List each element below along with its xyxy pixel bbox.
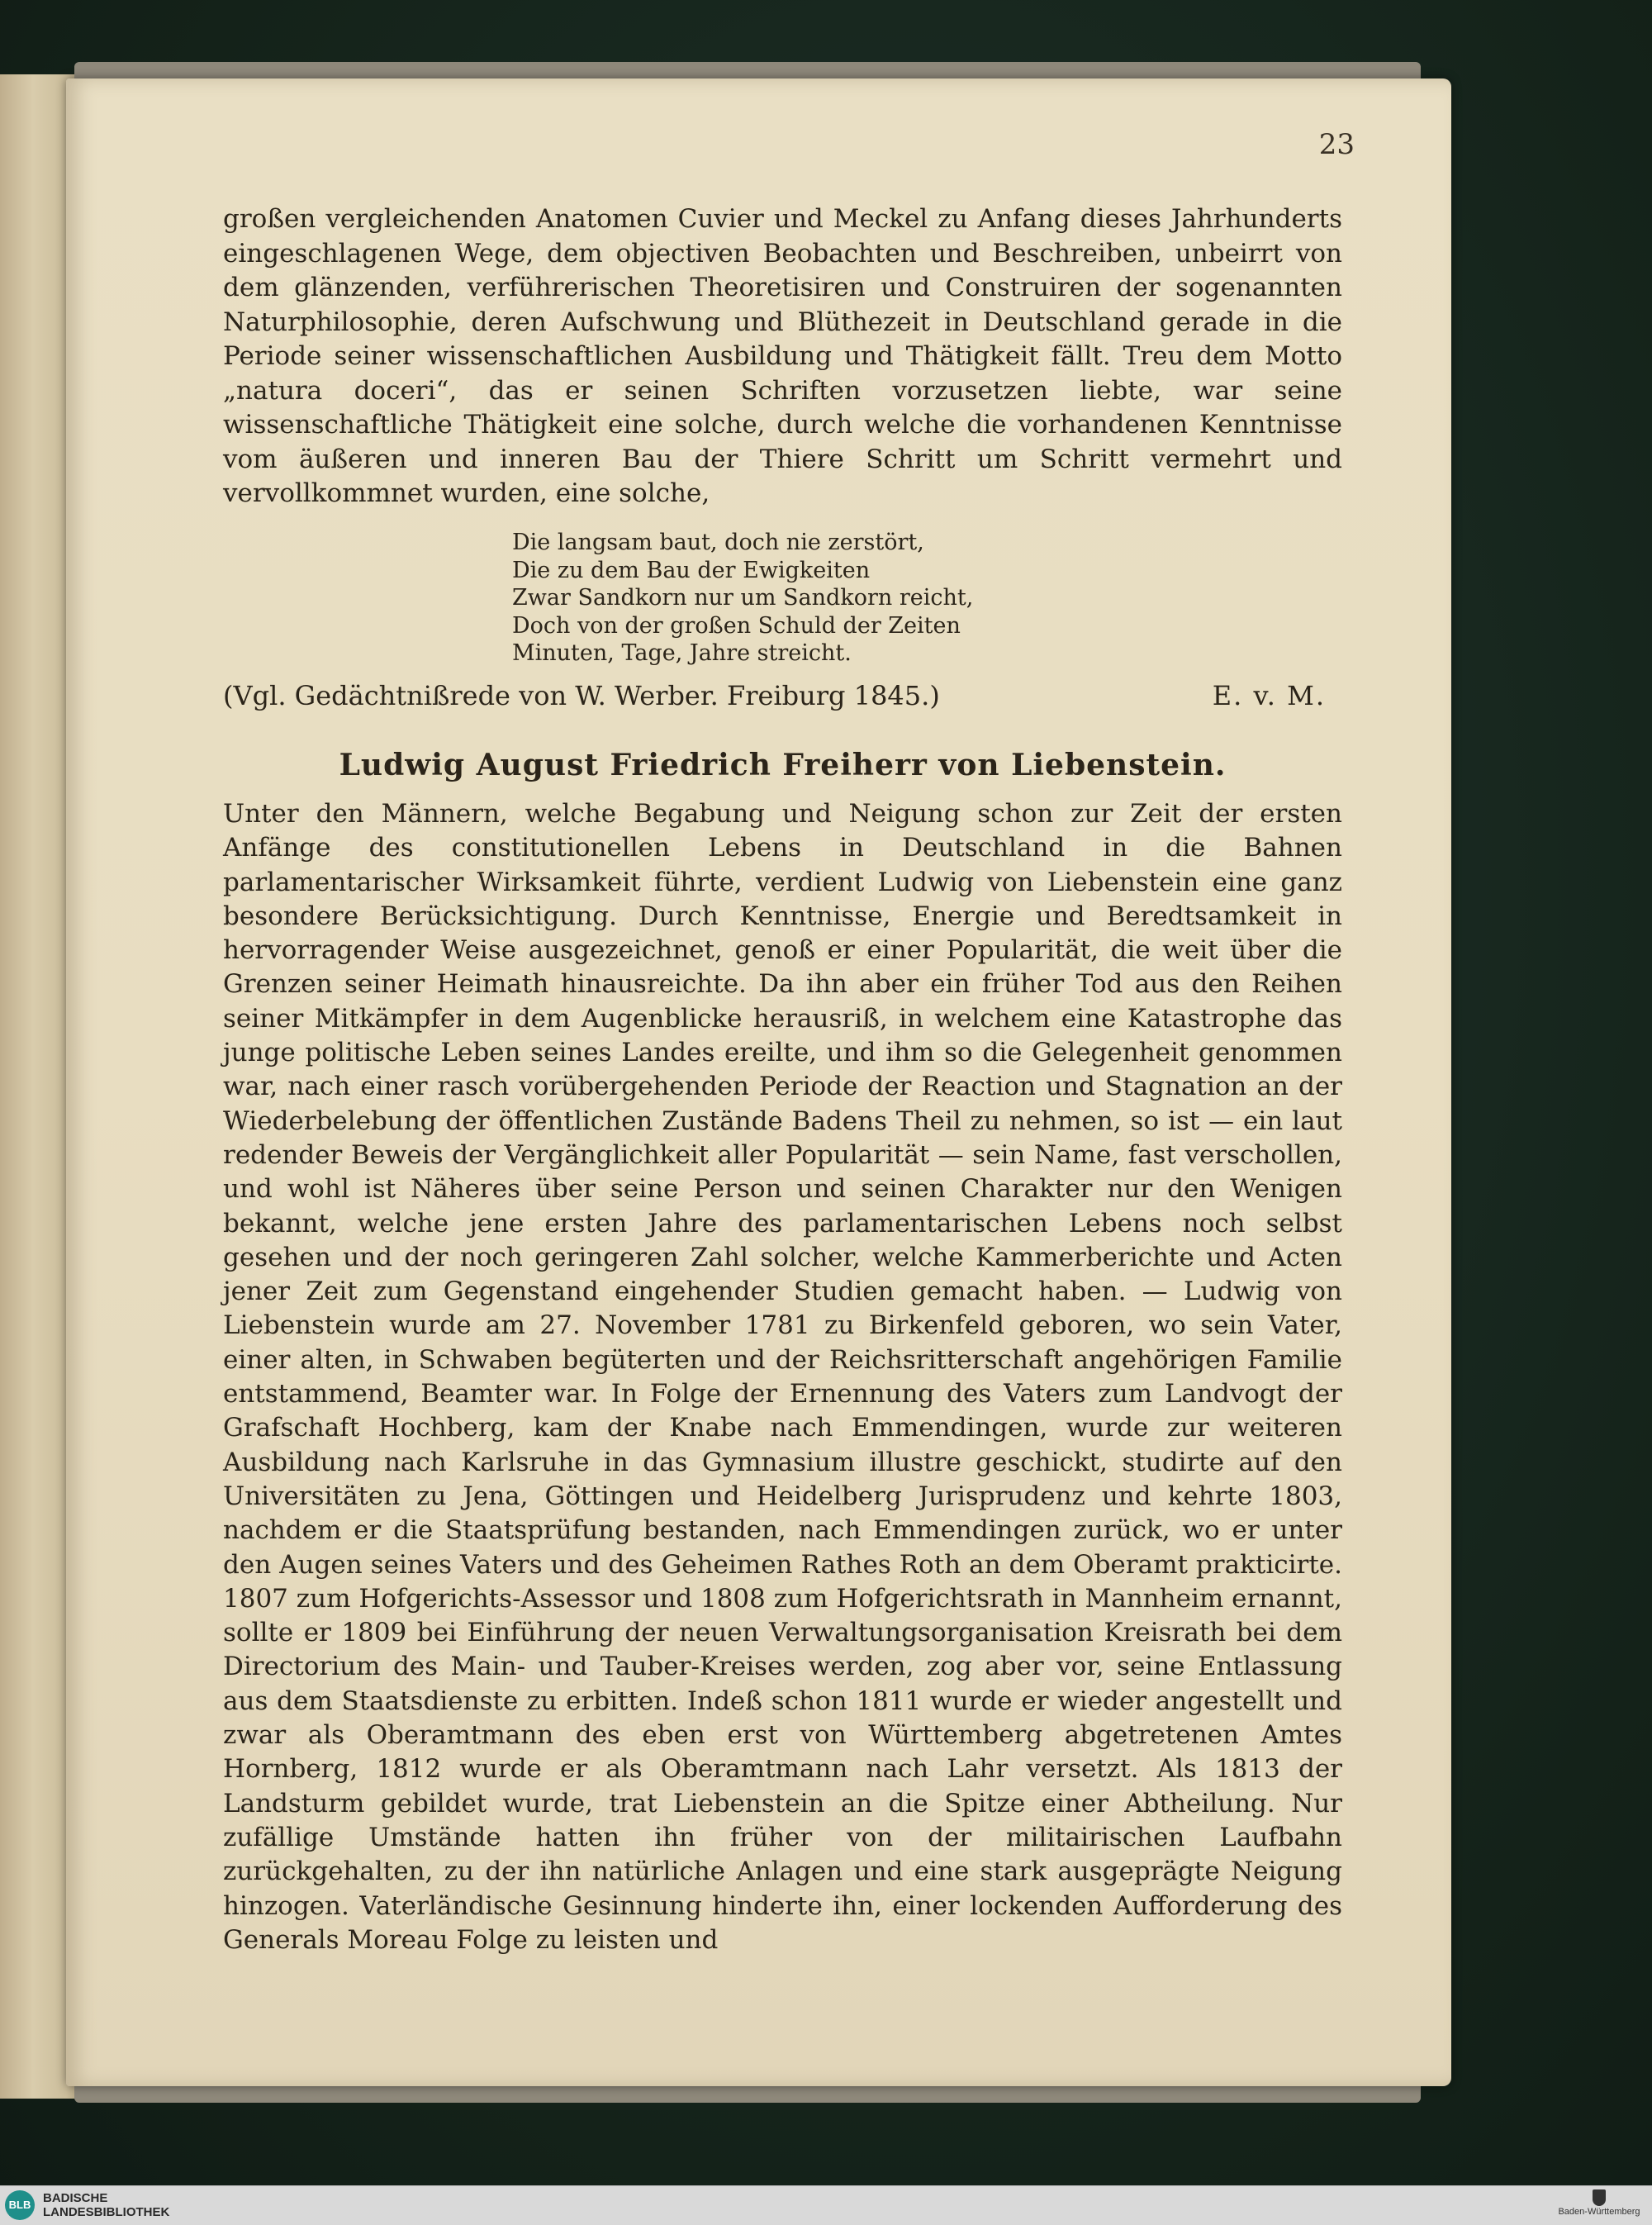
poem-quote [512, 529, 1173, 668]
poem-line: Die zu dem Bau der Ewigkeiten [512, 557, 871, 583]
article-heading: Ludwig August Friedrich Freiherr von Liebenstein. [339, 748, 1227, 782]
library-name [43, 2191, 241, 2219]
poem-line: Minuten, Tage, Jahre streicht. [512, 640, 852, 666]
blb-logo-icon: BLB [5, 2190, 35, 2220]
paragraph-cuvier: großen vergleichenden Anatomen Cuvier und Meckel zu Anfang dieses Jahrhunderts eingeschlagenen Wege, dem objectiven Beobachten und Beschreiben, unbeirrt von dem glänzenden, verführerischen Theoretisiren und Construiren der sogenannten Naturphilosophie, deren Aufschwung und Blüthezeit in Deutschland gerade in die Periode seiner wissenschaftlichen Ausbildung und Thätigkeit fällt. Treu dem Motto „natura doceri“, das er seinen Schriften vorzusetzen liebte, war seine wissenschaftliche Thätigkeit eine solche, durch welche die vorhandenen Kenntnisse vom äußeren und inneren Bau der Thiere Schritt um Schritt vermehrt und vervollkommnet wurden, eine solche, [223, 204, 1342, 508]
viewer-footer [0, 2185, 1652, 2225]
page-number: 23 [1318, 128, 1355, 161]
poem-line: Zwar Sandkorn nur um Sandkorn reicht, [512, 585, 974, 611]
region-label: Baden-Württemberg [1558, 2207, 1640, 2217]
region-badge [1550, 2189, 1649, 2223]
library-name-line: LANDESBIBLIOTHEK [43, 2205, 170, 2219]
crest-icon [1593, 2189, 1606, 2206]
author-initials: E. v. M. [1212, 680, 1326, 711]
citation-row [223, 680, 1342, 716]
citation: (Vgl. Gedächtnißrede von W. Werber. Freiburg 1845.) [223, 680, 940, 711]
paragraph-liebenstein: Unter den Männern, welche Begabung und Neigung schon zur Zeit der ersten Anfänge des constitutionellen Lebens in Deutschland in die Bahnen parlamentarischer Wirksamkeit führte, verdient Ludwig von Liebenstein eine ganz besondere Berücksichtigung. Durch Kenntnisse, Energie und Beredtsamkeit in hervorragender Weise ausgezeichnet, genoß er einer Popularität, die weit über die Grenzen seiner Heimath hinausreichte. Da ihn aber ein früher Tod aus den Reihen seiner Mitkämpfer in dem Augenblicke herausriß, in welchem eine Katastrophe das junge politische Leben seines Landes ereilte, und ihm so die Gelegenheit genommen war, nach einer rasch vorübergehenden Periode der Reaction und Stagnation an der Wiederbelebung der öffentlichen Zustände Badens Theil zu nehmen, so ist — ein laut redender Beweis der Vergänglichkeit aller Popularität — sein Name, fast verschollen, und wohl ist Näheres über seine Person und seinen Charakter nur den Wenigen bekannt, welche jene ersten Jahre des parlamentarischen Lebens noch selbst gesehen und der noch geringeren Zahl solcher, welche Kammerberichte und Acten jener Zeit zum Gegenstand eingehender Studien gemacht haben. — Ludwig von Liebenstein wurde am 27. November 1781 zu Birkenfeld geboren, wo sein Vater, einer alten, in Schwaben begüterten und der Reichsritterschaft angehörigen Familie entstammend, Beamter war. In Folge der Ernennung des Vaters zum Landvogt der Grafschaft Hochberg, kam der Knabe nach Emmendingen, wurde zur weiteren Ausbildung nach Karlsruhe in das Gymnasium illustre geschickt, studirte auf den Universitäten zu Jena, Göttingen und Heidelberg Jurisprudenz und kehrte 1803, nachdem er die Staatsprüfung bestanden, nach Emmendingen zurück, wo er unter den Augen seines Vaters und des Geheimen Rathes Roth an dem Oberamt prakticirte. 1807 zum Hofgerichts-Assessor und 1808 zum Hofgerichtsrath in Mannheim ernannt, sollte er 1809 bei Einführung der neuen Verwaltungsorganisation Kreisrath bei dem Directorium des Main- und Tauber-Kreises werden, zog aber vor, seine Entlassung aus dem Staatsdienste zu erbitten. Indeß schon 1811 wurde er wieder angestellt und zwar als Oberamtmann des eben erst von Württemberg abgetretenen Amtes Hornberg, 1812 wurde er als Oberamtmann nach Lahr versetzt. Als 1813 der Landsturm gebildet wurde, trat Liebenstein an die Spitze einer Abtheilung. Nur zufällige Umstände hatten ihn früher von der militairischen Laufbahn zurückgehalten, zu der ihn natürliche Anlagen und eine stark ausgeprägte Neigung hinzogen. Vaterländische Gesinnung hinderte ihn, einer lockenden Aufforderung des Generals Moreau Folge zu leisten und [223, 799, 1342, 1955]
library-name-line: BADISCHE [43, 2191, 108, 2205]
poem-line: Doch von der großen Schuld der Zeiten [512, 612, 961, 639]
poem-line: Die langsam baut, doch nie zerstört, [512, 530, 924, 555]
book-page [66, 78, 1451, 2086]
